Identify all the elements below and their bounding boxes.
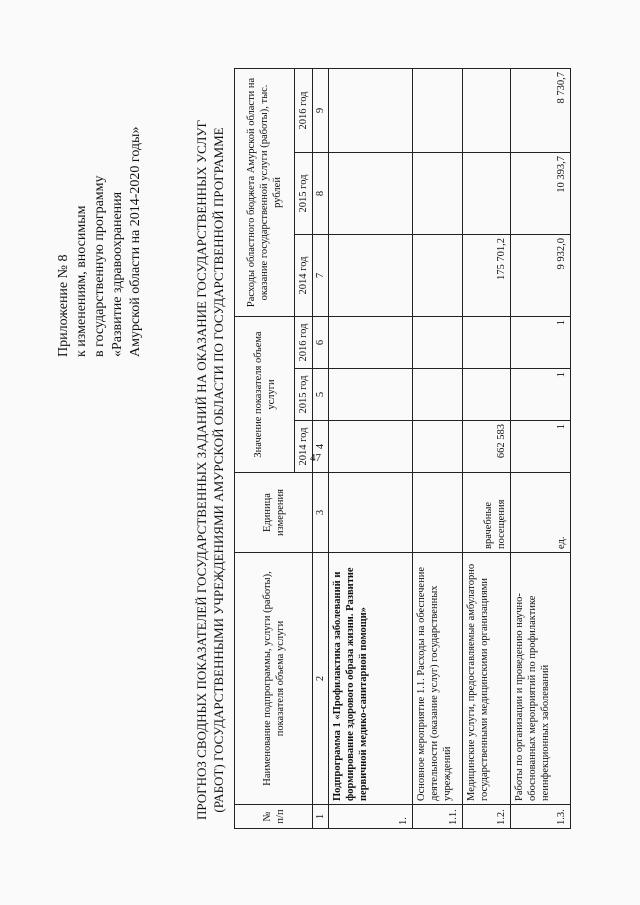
row-volume-2014 xyxy=(329,421,413,473)
row-budget-2015 xyxy=(463,152,511,234)
row-number: 1.1. xyxy=(413,805,463,829)
col-number: 8 xyxy=(313,152,329,234)
column-number-row xyxy=(313,68,329,828)
title-line-1: ПРОГНОЗ СВОДНЫХ ПОКАЗАТЕЛЕЙ ГОСУДАРСТВЕННЫХ ЗАДАНИЙ НА ОКАЗАНИЕ ГОСУДАРСТВЕННЫХ УСЛУГ xyxy=(194,119,209,821)
col-number: 7 xyxy=(313,234,329,316)
header-unit: Единица измерения xyxy=(235,473,313,553)
row-volume-2016 xyxy=(413,316,463,368)
row-volume-2015 xyxy=(329,369,413,421)
row-volume-2014 xyxy=(413,421,463,473)
appendix-header xyxy=(55,127,145,357)
header-volume: Значение показателя объема услуги xyxy=(235,316,295,472)
row-volume-2015 xyxy=(413,369,463,421)
col-number: 5 xyxy=(313,369,329,421)
header-budget: Расходы областного бюджета Амурской области на оказание государственной услуги (работы), тыс. рублей xyxy=(235,68,295,316)
row-number: 1. xyxy=(329,805,413,829)
forecast-table xyxy=(234,68,571,829)
row-budget-2016 xyxy=(413,68,463,152)
row-number: 1.3. xyxy=(511,805,571,829)
row-budget-2014 xyxy=(413,234,463,316)
page-number: 47 xyxy=(310,452,321,464)
appendix-line-2: к изменениям, вносимым xyxy=(74,205,89,357)
row-budget-2016: 8 730,7 xyxy=(511,68,571,152)
table-row xyxy=(511,68,571,828)
row-volume-2014: 1 xyxy=(511,421,571,473)
appendix-line-4: «Развитие здравоохранения xyxy=(110,191,125,357)
row-unit xyxy=(329,473,413,553)
row-unit: врачебные посещения xyxy=(463,473,511,553)
row-volume-2015 xyxy=(463,369,511,421)
col-number: 6 xyxy=(313,316,329,368)
header-budget-2016: 2016 год xyxy=(295,68,313,152)
row-volume-2015: 1 xyxy=(511,369,571,421)
header-volume-2015: 2015 год xyxy=(295,369,313,421)
col-number: 1 xyxy=(313,805,329,829)
header-row-1 xyxy=(235,68,295,828)
row-volume-2014: 662 583 xyxy=(463,421,511,473)
row-number: 1.2. xyxy=(463,805,511,829)
table-row xyxy=(413,68,463,828)
rotated-page-content xyxy=(45,65,585,875)
row-budget-2014 xyxy=(329,234,413,316)
forecast-table-wrapper xyxy=(234,69,571,829)
row-budget-2015 xyxy=(329,152,413,234)
title-line-2: (РАБОТ) ГОСУДАРСТВЕННЫМИ УЧРЕЖДЕНИЯМИ АМУРСКОЙ ОБЛАСТИ ПО ГОСУДАРСТВЕННОЙ ПРОГРАММЕ xyxy=(211,127,226,813)
header-volume-2016: 2016 год xyxy=(295,316,313,368)
header-name: Наименование подпрограммы, услуги (работы), показателя объема услуги xyxy=(235,553,313,805)
header-no: № п/п xyxy=(235,805,313,829)
row-budget-2014: 175 701,2 xyxy=(463,234,511,316)
row-budget-2015 xyxy=(413,152,463,234)
row-volume-2016 xyxy=(329,316,413,368)
header-budget-2015: 2015 год xyxy=(295,152,313,234)
row-name: Медицинские услуги, предоставляемые амбулаторно государственными медицинскими организациями xyxy=(463,553,511,805)
row-volume-2016 xyxy=(463,316,511,368)
row-name: Основное мероприятие 1.1. Расходы на обеспечение деятельности (оказание услуг) государственных учреждений xyxy=(413,553,463,805)
row-budget-2014: 9 932,0 xyxy=(511,234,571,316)
table-row xyxy=(329,68,413,828)
row-name: Работы по организации и проведению научно-обоснованных мероприятий по профилактике неинфекционных заболеваний xyxy=(511,553,571,805)
col-number: 9 xyxy=(313,68,329,152)
appendix-line-5: Амурской области на 2014-2020 годы» xyxy=(128,126,143,357)
appendix-line-1: Приложение № 8 xyxy=(56,254,71,357)
row-budget-2016 xyxy=(329,68,413,152)
header-volume-2014: 2014 год xyxy=(295,421,313,473)
appendix-line-3: в государственную программу xyxy=(92,175,107,357)
row-volume-2016: 1 xyxy=(511,316,571,368)
col-number: 3 xyxy=(313,473,329,553)
row-unit: ед. xyxy=(511,473,571,553)
table-row xyxy=(463,68,511,828)
row-budget-2015: 10 393,7 xyxy=(511,152,571,234)
row-budget-2016 xyxy=(463,68,511,152)
document-title xyxy=(193,65,227,875)
row-name: Подпрограмма 1 «Профилактика заболеваний и формирование здорового образа жизни. Развитие первичной медико-санитарной помощи» xyxy=(329,553,413,805)
header-budget-2014: 2014 год xyxy=(295,234,313,316)
col-number: 4 xyxy=(313,421,329,473)
col-number: 2 xyxy=(313,553,329,805)
row-unit xyxy=(413,473,463,553)
